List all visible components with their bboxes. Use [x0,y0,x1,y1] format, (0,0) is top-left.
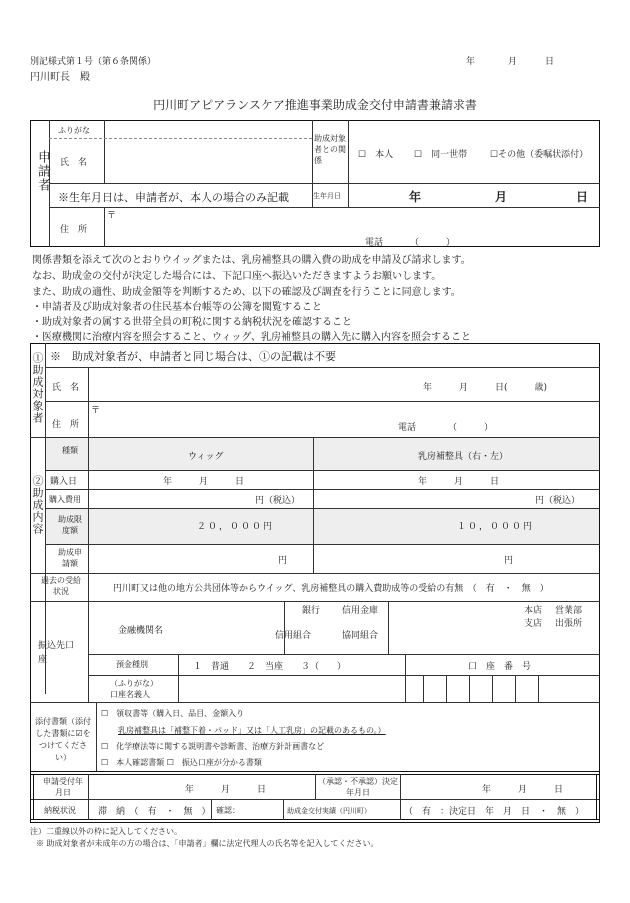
declaration-line-3: また、助成の適性、助成金額等を判断するため、以下の確認及び調査を行うことに同意します。 [32,287,461,298]
cost-wig: 円（税込） [255,496,301,506]
subject-name-label: 氏 名 [52,383,80,393]
form-number: 別記様式第１号（第６条関係） [30,57,157,67]
type-shinkin: 信用金庫 [342,606,379,616]
purchase-date-breast: 年 月 日 [418,477,500,487]
deposit-label: 預金種別 [116,660,148,669]
decision-date: 年 月 日 [482,785,564,795]
attachment-receipt-note: 乳房補整具は「補整下着・パッド」又は「人工乳房」の記載のあるもの。） [118,726,386,735]
type-breast: 乳房補整具（右・左） [418,452,509,462]
dob-month: 月 [495,190,508,204]
relation-label: 助成対象者との関係 [314,134,346,165]
branch-office: 出張所 [555,619,583,629]
declaration-line-1: 関係書類を添えて次のとおりウイッグまたは、乳房補整具の購入費の助成を申請及び請求します。 [32,255,471,266]
decision-label: （承認・不承認）決定年月日 [318,777,398,797]
content-section-label: ②助成内容 [31,475,44,535]
received-label: 申請受付年月日 [43,777,83,797]
cost-breast: 円（税込） [535,496,581,506]
declaration-line-2: なお、助成金の交付が決定した場合には、下記口座へ振込いただきますようお願いします。 [32,271,442,282]
purchase-date-wig: 年 月 日 [163,477,245,487]
declaration-line-6: ・医療機関に治療内容を照会すること、ウィッグ、乳房補整具の購入先に購入内容を照会すること [32,332,471,343]
note-2: ※ 助成対象者が未成年の方の場合は、「申請者」欄に法定代理人の氏名等を記入してください。 [36,839,379,848]
branch-branch: 支店 [524,619,543,629]
deposit-options: １ 普通 ２ 当座 ３（ ） [193,662,347,672]
subject-postal-mark: 〒 [91,406,101,416]
relation-household-checkbox[interactable]: ☐ 同一世帯 [414,150,468,160]
addressee: 円川町長 殿 [30,72,90,83]
request-wig: 円 [278,556,288,566]
limit-wig: ２０，０００円 [197,522,275,532]
subject-tel-label: 電話 [398,423,417,433]
furigana-label: ふりがな [58,126,90,135]
record-label: 助成金交付実績（円川町） [287,807,371,815]
account-number-label: 口 座 番 号 [468,662,532,672]
subject-tel-paren: （ ） [448,423,494,433]
type-bank: 銀行 [302,606,321,616]
attachment-receipt-checkbox[interactable]: ☐ 領収書等（購入日、品目、金額入り [101,709,245,718]
declaration-line-5: ・助成対象者の属する世帯全員の町税に関する納税状況を確認すること [32,317,352,328]
type-wig: ウィッグ [188,452,224,462]
attachments-label: 添付書類（添付した書類に☑をつけてください） [35,717,91,762]
limit-breast: １０，０００円 [457,522,535,532]
relation-self-checkbox[interactable]: ☐ 本人 [358,150,394,160]
holder-furigana: （ふりがな） [110,679,158,688]
attachment-id-checkbox[interactable]: ☐ 本人確認書類 ☐ 振込口座が分かる書類 [101,758,262,767]
record-value: （ 有 ：決定日 年 月 日 ・ 無 ） [404,807,585,817]
type-shinkumi: 信用組合 [275,631,312,641]
applicant-postal-mark: 〒 [107,211,117,221]
subject-note: ※ 助成対象者が、申請者と同じ場合は、①の記載は不要 [50,350,336,363]
holder-label: 口座名義人 [110,690,150,699]
applicant-tel-paren: （ ） [410,238,456,248]
tax-label: 納税状況 [44,806,76,815]
branch-sales: 営業部 [555,606,583,616]
applicant-name-label: 氏 名 [60,158,88,168]
received-date: 年 月 日 [185,785,267,795]
dob-note: ※生年月日は、申請者が、本人の場合のみ記載 [58,191,289,204]
dob-label: 生年月日 [313,192,341,200]
past-label: 過去の受給状況 [41,576,81,596]
bank-section-label: 振込先口座 [38,641,75,665]
subject-address-label: 住 所 [52,420,80,430]
purchase-date-label: 購入日 [50,477,78,487]
institution-label: 金融機関名 [118,626,164,636]
subject-dob: 年 月 日( 歳) [423,383,548,393]
date-year: 年 [466,57,476,67]
limit-label: 助成限度額 [58,515,82,535]
request-label: 助成申請額 [58,548,82,568]
type-label: 種類 [62,446,78,455]
page-title: 円川町アピアランスケア推進事業助成金交付申請書兼請求書 [153,98,477,112]
note-1: 注）二重線以外の枠に記入してください。 [30,827,182,836]
applicant-tel-label: 電話 [365,238,384,248]
attachment-diagnosis-checkbox[interactable]: ☐ 化学療法等に関する説明書や診断書、治療方針計画書など [101,742,325,751]
dob-day: 日 [576,190,589,204]
past-text: 円川町又は他の地方公共団体等からウイッグ、乳房補整具の購入費助成等の受給の有無 （ 有 ・ 無 ） [113,584,549,594]
request-breast: 円 [504,556,514,566]
relation-other-checkbox[interactable]: ☐その他（委嘱状添付） [490,150,589,160]
tax-value: 滞 納 （ 有 ・ 無 ） [98,807,211,817]
declaration-line-4: ・申請者及び助成対象者の住民基本台帳等の公簿を閲覧すること [32,302,322,313]
subject-section-label: ①助成対象者 [31,352,44,424]
type-kyodo: 協同組合 [342,631,379,641]
branch-main: 本店 [524,606,543,616]
applicant-address-label: 住 所 [60,225,88,235]
confirm-label: 確認： [216,806,240,815]
date-day: 日 [545,57,555,67]
cost-label: 購入費用 [49,495,81,504]
date-month: 月 [508,57,518,67]
applicant-section-label: 申請者 [35,150,50,192]
dob-year: 年 [409,190,422,204]
